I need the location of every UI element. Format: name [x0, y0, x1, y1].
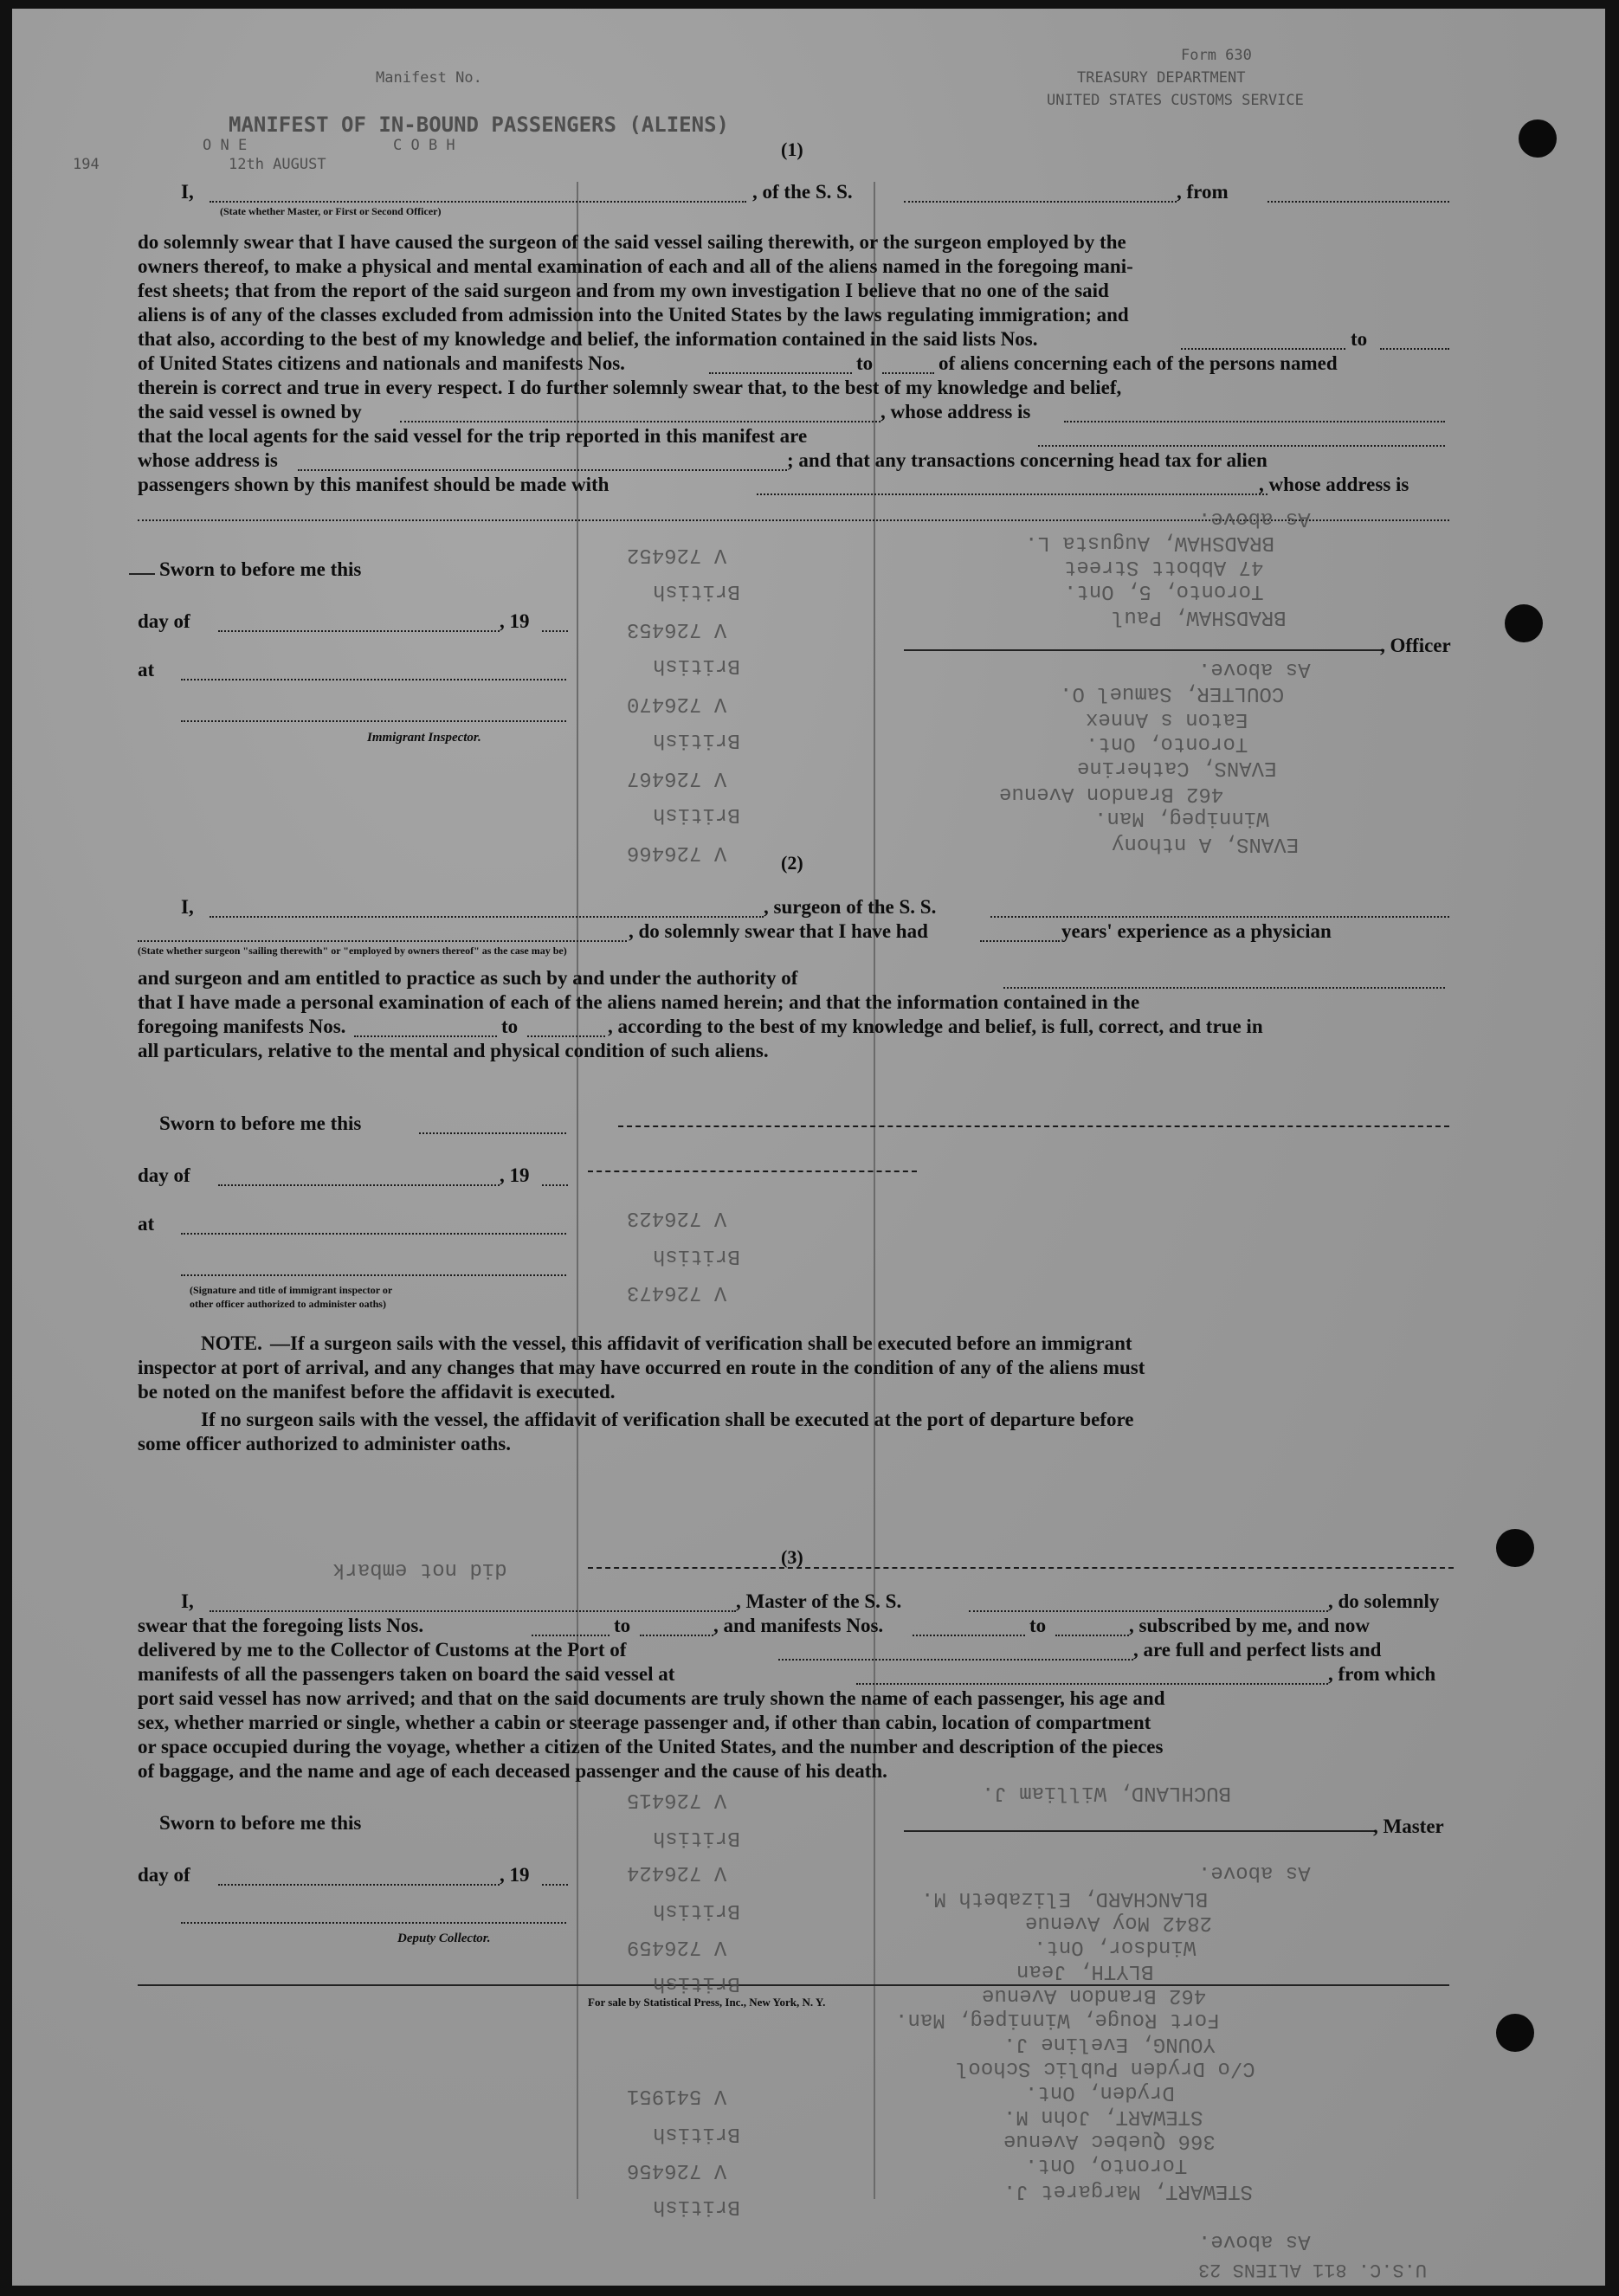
bleed-nat-7: British — [653, 654, 740, 677]
sec2-swear: , do solemnly swear that I have had — [629, 920, 928, 942]
bleed-name-27: 47 Abbott Street — [1064, 555, 1264, 578]
sec1-inspector-sig[interactable] — [181, 720, 566, 722]
sec2-inspector-sig[interactable] — [181, 1274, 566, 1276]
sec3-para-4: port said vessel has now arrived; and that on the said documents are truly shown the name of each passenger, his age and — [138, 1687, 1165, 1709]
sec1-of-ss: , of the S. S. — [752, 181, 853, 203]
sec3-para-1: swear that the foregoing lists Nos. — [138, 1615, 424, 1636]
sec1-whose-address: , whose address is — [880, 401, 1031, 422]
sec3-lists-to-field[interactable] — [640, 1635, 713, 1636]
sec2-para-1: and surgeon and am entitled to practice as such by and under the authority of — [138, 967, 798, 989]
sec1-para-1: do solemnly swear that I have caused the surgeon of the said vessel sailing therewith, or the surgeon employed by the — [138, 231, 1126, 253]
bleed-name-17: EVANS, A nthony — [1112, 832, 1300, 855]
bleed-name-14: BLANCHARD, Elizabeth M. — [921, 1886, 1209, 1910]
bleed-name-20: EVANS, Catherine — [1077, 756, 1277, 779]
sec2-at-field[interactable] — [181, 1233, 566, 1235]
sec1-to-1: to — [1351, 328, 1368, 350]
bleed-name-12: Windsor, Ont. — [1034, 1935, 1197, 1958]
sec2-years: years' experience as a physician — [1061, 920, 1332, 942]
note-label: NOTE. — [201, 1332, 262, 1354]
sec1-aliens-concerning: of aliens concerning each of the persons named — [939, 352, 1338, 374]
sec3-master-sig[interactable] — [904, 1830, 1376, 1832]
sec1-owner-field[interactable] — [400, 421, 880, 422]
bleed-name-23: COULTER, Samuel O. — [1060, 681, 1285, 705]
service: UNITED STATES CUSTOMS SERVICE — [1047, 92, 1304, 109]
sec1-year-field[interactable] — [542, 630, 568, 632]
sec2-i-label: I, — [181, 896, 194, 918]
sec2-at: at — [138, 1213, 155, 1235]
bleed-name-19: 462 Brandon Avenue — [999, 782, 1224, 805]
sec3-deputy: Deputy Collector. — [397, 1932, 491, 1945]
sec3-master-field[interactable] — [210, 1610, 736, 1612]
sec1-para-9: that the local agents for the said vessel for the trip reported in this manifest are — [138, 425, 808, 447]
sec1-i-label: I, — [181, 181, 194, 203]
sec2-sig-note-1: (Signature and title of immigrant inspector or — [190, 1284, 393, 1296]
sec1-day-of: day of — [138, 610, 190, 632]
sec1-lists-field[interactable] — [1181, 348, 1345, 350]
sec1-officer: , Officer — [1380, 635, 1451, 656]
bleed-name-26: Toronto, 5, Ont. — [1064, 579, 1264, 603]
sec3-master-of: , Master of the S. S. — [736, 1590, 902, 1612]
bleed-nat-10: British — [653, 1244, 740, 1267]
sec3-year-field[interactable] — [542, 1884, 568, 1886]
sec2-divider-1 — [618, 1125, 1449, 1127]
bleed-num-10: V 726466 — [627, 841, 727, 864]
bleed-embark: did not embark — [332, 1558, 507, 1581]
sec3-subscribed: , subscribed by me, and now — [1129, 1615, 1370, 1636]
sec2-year-field[interactable] — [542, 1184, 568, 1186]
bleed-name-11: BLYTH, Jean — [1016, 1959, 1154, 1983]
bleed-num-11: V 726423 — [627, 1206, 727, 1229]
sec2-sworn-field[interactable] — [419, 1132, 566, 1134]
sec1-head-tax: ; and that any transactions concerning head tax for alien — [787, 449, 1267, 471]
sec2-para-3: foregoing manifests Nos. — [138, 1016, 346, 1037]
sec1-officer-sig[interactable] — [904, 649, 1384, 651]
sec2-surgeon-of: , surgeon of the S. S. — [764, 896, 937, 918]
sec2-status-field[interactable] — [138, 940, 627, 942]
note-line-2: inspector at port of arrival, and any changes that may have occurred en route in the condition of any of the aliens must — [138, 1357, 1145, 1378]
form-number: Form 630 — [1181, 47, 1252, 64]
bleed-name-16: BUCHLAND, William J. — [982, 1781, 1232, 1804]
sec3-manifests-field[interactable] — [913, 1635, 1025, 1636]
column-line-2 — [874, 182, 875, 2199]
note-line-3: be noted on the manifest before the affidavit is executed. — [138, 1381, 616, 1403]
sec2-nineteen: , 19 — [500, 1164, 530, 1186]
sec3-and-manifests: , and manifests Nos. — [713, 1615, 884, 1636]
sec3-day-of: day of — [138, 1864, 190, 1886]
sec3-i-label: I, — [181, 1590, 194, 1612]
sec2-manifests-to-field[interactable] — [527, 1035, 605, 1037]
manifest-page — [12, 9, 1605, 2286]
sec1-para-11: passengers shown by this manifest should be made with — [138, 474, 610, 495]
bleed-name-21: Toronto, Ont. — [1086, 732, 1248, 755]
bleed-name-18: Winnipeg, Man. — [1094, 806, 1269, 829]
manifest-title: MANIFEST OF IN-BOUND PASSENGERS (ALIENS) — [229, 113, 729, 137]
section-3-number: (3) — [781, 1546, 803, 1568]
sec3-para-6: or space occupied during the voyage, whether a citizen of the United States, and the number and description of the pieces — [138, 1736, 1164, 1757]
sec1-officer-field[interactable] — [210, 201, 746, 203]
sec1-para-2: owners thereof, to make a physical and mental examination of each and all of the aliens named in the foregoing mani- — [138, 255, 1133, 277]
sec3-para-5: sex, whether married or single, whether a cabin or steerage passenger and, if other than cabin, location of compartment — [138, 1712, 1151, 1733]
bleed-name-5: STEWART, John M. — [1003, 2105, 1203, 2128]
sec1-lists-to-field[interactable] — [1380, 348, 1449, 350]
note-line-1: —If a surgeon sails with the vessel, this affidavit of verification shall be executed before an immigrant — [270, 1332, 1132, 1354]
sec1-nineteen: , 19 — [500, 610, 530, 632]
bleed-nat-3: British — [653, 1971, 740, 1995]
bleed-name-28: BRADSHAW, Augusta L. — [1025, 531, 1275, 554]
sec1-sworn-dash — [129, 573, 155, 575]
bleed-name-3: Toronto, Ont. — [1025, 2153, 1188, 2177]
sec1-ship-field[interactable] — [904, 201, 1177, 203]
sec1-para-4: aliens is of any of the classes excluded from admission into the United States by the laws regulating immigration; and — [138, 304, 1129, 326]
bleed-nat-4: British — [653, 2122, 740, 2145]
bleed-name-24: As above. — [1198, 657, 1311, 680]
sec1-day-field[interactable] — [218, 630, 500, 632]
punch-hole-3 — [1496, 1529, 1534, 1567]
bleed-num-1: V 726415 — [627, 1788, 727, 1811]
punch-hole-1 — [1519, 119, 1557, 158]
sec1-agents-field[interactable] — [1038, 445, 1445, 447]
bleed-nat-5: British — [653, 2195, 740, 2218]
manifest-no-label: Manifest No. — [376, 69, 482, 87]
sec3-departure-field[interactable] — [856, 1683, 1328, 1685]
bleed-name-9: Fort Rouge, Winnipeg, Man. — [895, 2008, 1220, 2031]
bleed-name-6: Dryden, Ont. — [1025, 2080, 1175, 2104]
bleed-name-2: STEWART, Margaret J. — [1003, 2179, 1254, 2202]
bleed-num-5: V 541951 — [627, 2084, 727, 2107]
bleed-name-13: 2842 Moy Avenue — [1025, 1911, 1213, 1934]
sec3-lists-field[interactable] — [532, 1635, 610, 1636]
sec3-para-2: delivered by me to the Collector of Customs at the Port of — [138, 1639, 627, 1661]
year: 194 — [73, 156, 100, 173]
bleed-num-9: V 726467 — [627, 766, 727, 790]
bleed-name-15: As above. — [1198, 1861, 1311, 1884]
bleed-nat-1: British — [653, 1826, 740, 1849]
footer-rule — [138, 1984, 1449, 1986]
bleed-nat-8: British — [653, 728, 740, 751]
sec1-inspector: Immigrant Inspector. — [367, 731, 481, 745]
no-surgeon-line-1: If no surgeon sails with the vessel, the affidavit of verification shall be executed at the port of departure before — [201, 1409, 1134, 1430]
bleed-name-1: As above. — [1198, 2229, 1311, 2253]
bleed-name-10: 462 Brandon Avenue — [982, 1983, 1207, 2007]
punch-hole-2 — [1505, 604, 1543, 642]
bleed-name-8: YOUNG, Eveline J. — [1003, 2032, 1216, 2055]
department: TREASURY DEPARTMENT — [1077, 69, 1246, 87]
sec2-sig-note-2: other officer authorized to administer oaths) — [190, 1298, 386, 1310]
sec1-to-2: to — [856, 352, 874, 374]
sec3-port-field[interactable] — [778, 1659, 1133, 1661]
sec3-ship-field[interactable] — [969, 1610, 1328, 1612]
bleed-num-2: V 726424 — [627, 1861, 727, 1884]
bleed-nat-6: British — [653, 579, 740, 603]
sec3-master: , Master — [1373, 1816, 1444, 1837]
sec3-para-3: manifests of all the passengers taken on board the said vessel at — [138, 1663, 675, 1685]
bleed-name-4: 366 Quebec Avenue — [1003, 2129, 1216, 2152]
sailing-date: 12th AUGUST — [229, 156, 326, 173]
sec1-para-8: the said vessel is owned by — [138, 401, 362, 422]
bleed-num-6: V 726452 — [627, 543, 727, 566]
bleed-name-25: BRADSHAW, Paul — [1112, 605, 1287, 629]
sec1-agents-address-field[interactable] — [298, 469, 787, 471]
sec1-para-5: that also, according to the best of my knowledge and belief, the information contained in the said lists Nos. — [138, 328, 1038, 350]
from-port: C O B H — [393, 137, 455, 154]
no-surgeon-line-2: some officer authorized to administer oaths. — [138, 1433, 511, 1454]
sec3-nineteen: , 19 — [500, 1864, 530, 1886]
sec2-authority-field[interactable] — [1003, 987, 1445, 989]
sec3-do-solemnly: , do solemnly — [1328, 1590, 1440, 1612]
sec1-manifests-to-field[interactable] — [882, 372, 934, 374]
bleed-num-3: V 726459 — [627, 1935, 727, 1958]
sec1-para-3: fest sheets; that from the report of the said surgeon and from my own investigation I believe that no one of the said — [138, 280, 1109, 301]
sec2-surgeon-note: (State whether surgeon "sailing therewith" or "employed by owners thereof" as the case may be) — [138, 945, 567, 957]
for-sale: For sale by Statistical Press, Inc., New York, N. Y. — [588, 1996, 826, 2009]
sec1-at: at — [138, 659, 155, 680]
section-1-number: (1) — [781, 139, 803, 160]
sec2-surgeon-field[interactable] — [210, 916, 764, 918]
sec3-to-1: to — [614, 1615, 631, 1636]
sec3-sworn: Sworn to before me this — [159, 1812, 362, 1834]
sec3-divider — [588, 1567, 1454, 1569]
punch-hole-4 — [1496, 2014, 1534, 2052]
bleed-bottom-code: U.S.C. 811 ALIENS 23 — [1198, 2259, 1428, 2280]
bleed-num-4: V 726456 — [627, 2158, 727, 2182]
sec1-owner-address-field[interactable] — [1064, 421, 1445, 422]
sec1-sworn: Sworn to before me this — [159, 558, 362, 580]
sec1-para-7: therein is correct and true in every respect. I do further solemnly swear that, to the best of my knowledge and belief, — [138, 377, 1122, 398]
sec2-para-4: all particulars, relative to the mental and physical condition of such aliens. — [138, 1040, 769, 1061]
sec1-officer-note: (State whether Master, or First or Second Officer) — [220, 205, 442, 217]
sec3-to-2: to — [1029, 1615, 1047, 1636]
sec1-whose-address-2: , whose address is — [1259, 474, 1409, 495]
bleed-num-12: V 726473 — [627, 1280, 727, 1304]
sec2-sworn: Sworn to before me this — [159, 1113, 362, 1134]
bleed-nat-9: British — [653, 803, 740, 826]
bleed-num-7: V 726453 — [627, 617, 727, 641]
sec2-to: to — [501, 1016, 519, 1037]
sec3-manifests-to-field[interactable] — [1055, 1635, 1129, 1636]
sec3-from-which: , from which — [1328, 1663, 1436, 1685]
sec1-from-field[interactable] — [1267, 201, 1449, 203]
sec2-para-2: that I have made a personal examination of each of the aliens named herein; and that the information contained in the — [138, 991, 1140, 1013]
bleed-name-29: As above. — [1198, 506, 1311, 530]
sec2-years-field[interactable] — [980, 940, 1060, 942]
bleed-name-22: Eaton s Annex — [1086, 707, 1248, 731]
sec1-from: , from — [1177, 181, 1229, 203]
sec3-day-field[interactable] — [218, 1884, 500, 1886]
section-2-number: (2) — [781, 852, 803, 874]
ship-code: O N E — [203, 137, 248, 154]
sec1-at-field[interactable] — [181, 679, 566, 680]
sec1-headtax-party-field[interactable] — [757, 493, 1267, 495]
sec3-para-7: of baggage, and the name and age of each deceased passenger and the cause of his death. — [138, 1760, 887, 1782]
sec2-ship-field[interactable] — [990, 916, 1449, 918]
bleed-nat-2: British — [653, 1899, 740, 1922]
sec1-para-10: whose address is — [138, 449, 278, 471]
bleed-num-8: V 726470 — [627, 692, 727, 715]
bleed-name-7: C/o Dryden Public School — [956, 2056, 1255, 2080]
sec2-manifests-field[interactable] — [354, 1035, 497, 1037]
sec2-divider-2 — [588, 1171, 917, 1172]
sec3-deputy-sig[interactable] — [181, 1922, 566, 1924]
sec2-according: , according to the best of my knowledge and belief, is full, correct, and true in — [608, 1016, 1263, 1037]
sec1-para-6: of United States citizens and nationals and manifests Nos. — [138, 352, 625, 374]
sec2-day-of: day of — [138, 1164, 190, 1186]
sec2-day-field[interactable] — [218, 1184, 500, 1186]
sec1-manifests-field[interactable] — [709, 372, 852, 374]
sec3-full-perfect: , are full and perfect lists and — [1133, 1639, 1382, 1661]
